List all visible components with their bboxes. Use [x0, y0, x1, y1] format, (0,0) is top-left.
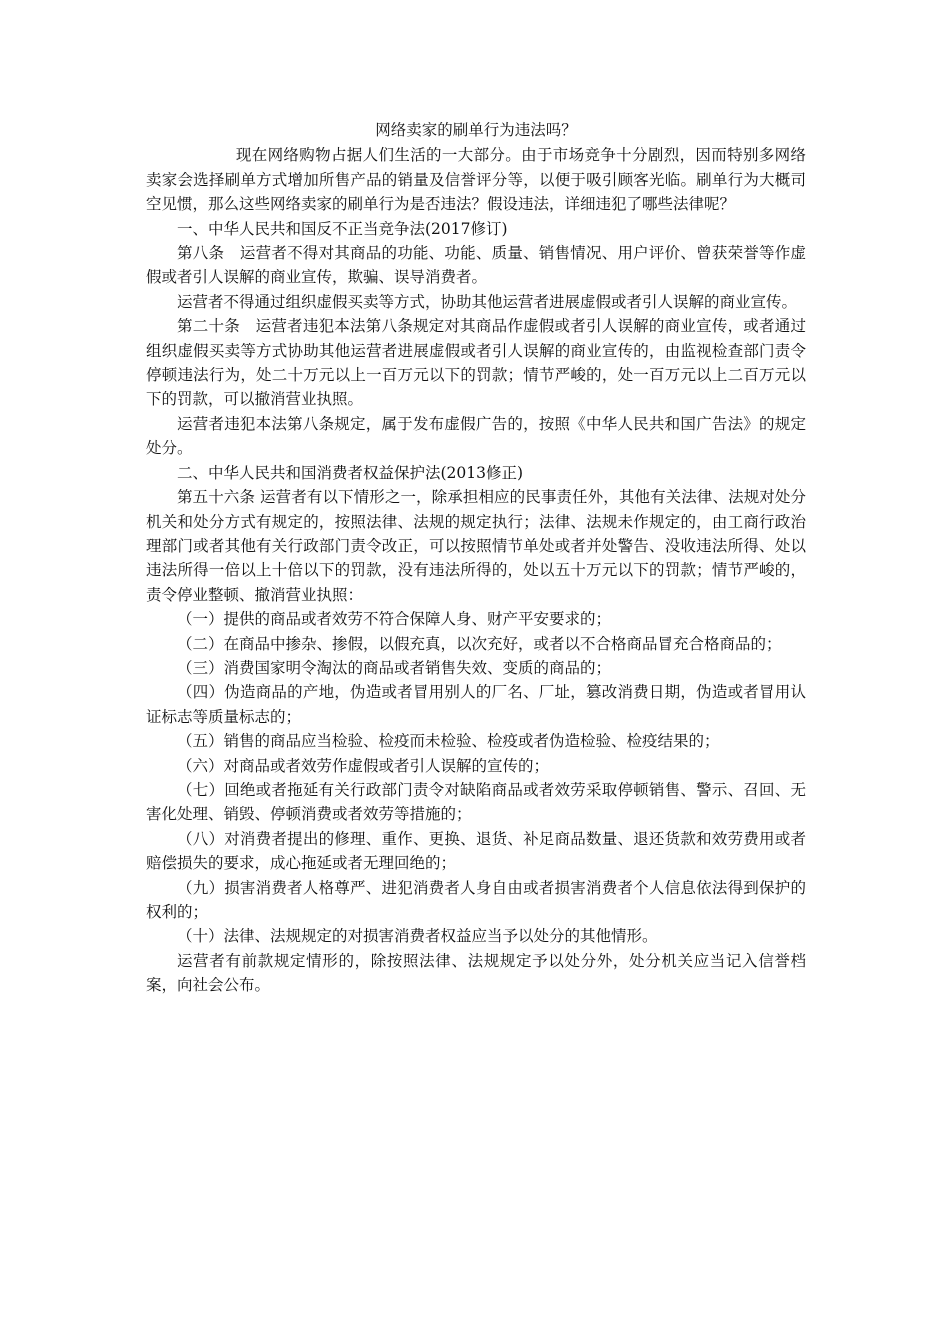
article-56-paragraph: 第五十六条 运营者有以下情形之一，除承担相应的民事责任外，其他有关法律、法规对处分机关和处分方式有规定的，按照法律、法规的规定执行；法律、法规未作规定的，由工商行政治理部门或者其他有关行政部门责令改正，可以按照情节单处或者并处警告、没收违法所得、处以违法所得一倍以上十倍以下的罚款，没有违法所得的，处以五十万元以下的罚款；情节严峻的，责令停业整顿、撤消营业执照：: [146, 488, 806, 604]
list-item: （二）在商品中掺杂、掺假，以假充真，以次充好，或者以不合格商品冒充合格商品的；: [177, 634, 782, 653]
intro-paragraph: 现在网络购物占据人们生活的一大部分。由于市场竞争十分剧烈，因而特别多网络卖家会选择刷单方式增加所售产品的销量及信誉评分等，以便于吸引顾客光临。刷单行为大概司空见惯，那么这些网络卖家的刷单行为是否违法？假设违法，详细违犯了哪些法律呢？: [146, 146, 806, 214]
closing-paragraph: 运营者有前款规定情形的，除按照法律、法规规定予以处分外，处分机关应当记入信誉档案，向社会公布。: [146, 951, 806, 995]
list-item: （十）法律、法规规定的对损害消费者权益应当予以处分的其他情形。: [177, 927, 658, 946]
list-item: （六）对商品或者效劳作虚假或者引人误解的宣传的；: [177, 756, 550, 775]
article-8-paragraph: 第八条 运营者不得对其商品的功能、功能、质量、销售情况、用户评价、曾获荣誉等作虚假或者引人误解的商业宣传，欺骗、误导消费者。: [146, 244, 806, 287]
document-page: [146, 118, 806, 998]
article-20-paragraph: 第二十条 运营者违犯本法第八条规定对其商品作虚假或者引人误解的商业宣传，或者通过组织虚假买卖等方式协助其他运营者进展虚假或者引人误解的商业宣传的，由监视检查部门责令停顿违法行为，处二十万元以上一百万元以下的罚款；情节严峻的，处一百万元以上二百万元以下的罚款，可以撤消营业执照。: [146, 317, 806, 409]
list-item: （四）伪造商品的产地，伪造或者冒用别人的厂名、厂址，篡改消费日期，伪造或者冒用认证标志等质量标志的；: [146, 683, 806, 726]
article-8-paragraph-2: 运营者不得通过组织虚假买卖等方式，协助其他运营者进展虚假或者引人误解的商业宣传。: [177, 292, 798, 311]
list-item: （一）提供的商品或者效劳不符合保障人身、财产平安要求的；: [177, 610, 612, 629]
document-title: 网络卖家的刷单行为违法吗？: [375, 121, 577, 139]
list-item: （五）销售的商品应当检验、检疫而未检验、检疫或者伪造检验、检疫结果的；: [177, 732, 720, 751]
list-item: （八）对消费者提出的修理、重作、更换、退货、补足商品数量、退还货款和效劳费用或者赔偿损失的要求，成心拖延或者无理回绝的；: [146, 829, 806, 873]
list-item: （七）回绝或者拖延有关行政部门责令对缺陷商品或者效劳采取停顿销售、警示、召回、无害化处理、销毁、停顿消费或者效劳等措施的；: [146, 780, 806, 824]
section-heading-anti-unfair-competition-law: 一、中华人民共和国反不正当竞争法(2017修订): [177, 219, 508, 238]
article-20-paragraph-2: 运营者违犯本法第八条规定，属于发布虚假广告的，按照《中华人民共和国广告法》的规定处分。: [146, 414, 806, 458]
section-heading-consumer-protection-law: 二、中华人民共和国消费者权益保护法(2013修正): [177, 463, 524, 482]
list-item: （三）消费国家明令淘汰的商品或者销售失效、变质的商品的；: [177, 658, 612, 677]
list-item: （九）损害消费者人格尊严、进犯消费者人身自由或者损害消费者个人信息依法得到保护的权利的；: [146, 878, 806, 921]
